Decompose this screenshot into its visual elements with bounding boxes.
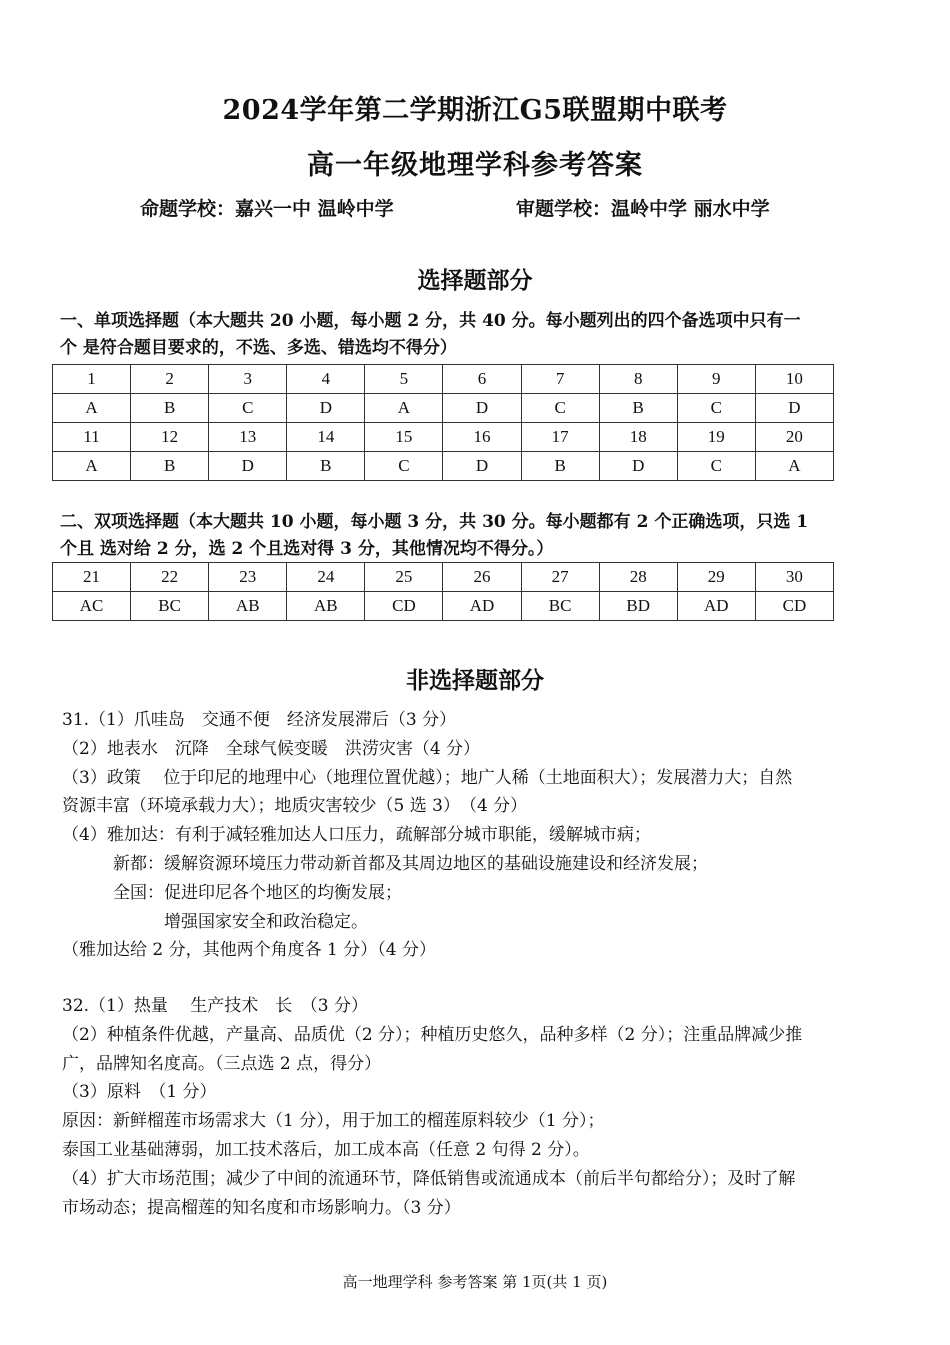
double-choice-answer-table [52,562,834,621]
answer-table-cell: 18 [599,423,677,452]
answer-table-row [53,563,834,592]
review-schools: 审题学校：温岭中学 丽水中学 [516,198,770,220]
author-schools: 命题学校：嘉兴一中 温岭中学 [140,198,394,220]
single-choice-intro-line: 个 是符合题目要求的，不选、多选、错选均不得分） [60,338,457,358]
answer-table-cell: C [677,452,755,481]
answer-table-cell: B [521,452,599,481]
answer-table-row [53,592,834,621]
answer-table-cell: 17 [521,423,599,452]
answer-table-cell: 2 [131,365,209,394]
exam-title: 2024学年第二学期浙江G5联盟期中联考 [222,95,728,126]
choice-section-heading: 选择题部分 [417,267,533,294]
answer-table-cell: C [209,394,287,423]
answer-table-cell: AB [209,592,287,621]
answer-line: 资源丰富（环境承载力大）；地质灾害较少（5 选 3） （4 分） [62,796,528,817]
answer-line: 新都：缓解资源环境压力带动新首都及其周边地区的基础设施建设和经济发展； [62,853,708,874]
answer-table-cell: 25 [365,563,443,592]
answer-table-cell: D [755,394,833,423]
answer-line: 原因：新鲜榴莲市场需求大（1 分），用于加工的榴莲原料较少（1 分）； [62,1111,605,1132]
single-choice-answer-table [52,364,834,481]
nonchoice-section-heading: 非选择题部分 [406,667,544,694]
answer-table-cell: 1 [53,365,131,394]
single-choice-intro [60,308,892,362]
answer-line: 31.（1）爪哇岛 交通不便 经济发展滞后（3 分） [62,710,457,730]
double-choice-intro-line: 个且 选对给 2 分，选 2 个且选对得 3 分，其他情况均不得分。） [60,539,554,559]
answer-table-cell: CD [365,592,443,621]
answer-table-cell: B [131,452,209,481]
double-choice-intro-line: 二、双项选择题（本大题共 10 小题，每小题 3 分，共 30 分。每小题都有 2 个正确选项，只选 1 [60,512,809,532]
answer-table-cell: 30 [755,563,833,592]
answer-table-cell: 11 [53,423,131,452]
answer-line: （3）原料 （1 分） [62,1082,217,1103]
answer-table-cell: B [287,452,365,481]
answer-table-cell: 24 [287,563,365,592]
answer-table-cell: CD [755,592,833,621]
answer-line: 泰国工业基础薄弱，加工技术落后，加工成本高（任意 2 句得 2 分）。 [62,1139,590,1160]
answer-line: 市场动态；提高榴莲的知名度和市场影响力。（3 分） [62,1197,461,1218]
answer-line: （雅加达给 2 分，其他两个角度各 1 分）（4 分） [62,940,436,961]
answer-table-cell: D [443,394,521,423]
answer-table-cell: D [443,452,521,481]
answer-table-cell: AC [53,592,131,621]
answer-line: 全国：促进印尼各个地区的均衡发展； [62,882,402,903]
answer-table-cell: 7 [521,365,599,394]
answer-table-cell: 23 [209,563,287,592]
answer-table-cell: A [365,394,443,423]
answer-table-cell: 9 [677,365,755,394]
answer-line: （4）雅加达：有利于减轻雅加达人口压力，疏解部分城市职能，缓解城市病； [62,825,651,846]
answer-table-cell: A [53,394,131,423]
page-footer: 高一地理学科 参考答案 第 1页(共 1 页) [342,1273,608,1291]
answer-table-cell: BC [521,592,599,621]
answer-table-row [53,394,834,423]
answer-table-cell: 14 [287,423,365,452]
answer-line: （2）地表水 沉降 全球气候变暖 洪涝灾害（4 分） [62,738,481,759]
answer-table-cell: 21 [53,563,131,592]
answer-table-cell: BC [131,592,209,621]
answer-line: 增强国家安全和政治稳定。 [62,911,368,932]
answer-table-cell: 10 [755,365,833,394]
answer-table-cell: 3 [209,365,287,394]
answer-table-cell: B [131,394,209,423]
answer-table-cell: D [599,452,677,481]
answer-table-cell: 20 [755,423,833,452]
answer-table-cell: AD [443,592,521,621]
answer-line: （4）扩大市场范围；减少了中间的流通环节，降低销售或流通成本（前后半句都给分）；及时了解 [62,1168,796,1189]
answer-table-cell: AB [287,592,365,621]
answer-table-cell: AD [677,592,755,621]
answer-line: （2）种植条件优越，产量高、品质优（2 分）；种植历史悠久，品种多样（2 分）；注重品牌减少推 [62,1024,803,1045]
answer-table-cell: A [755,452,833,481]
answer-table-cell: 26 [443,563,521,592]
answer-table-cell: 13 [209,423,287,452]
answer-table-cell: C [521,394,599,423]
answer-table-cell: 28 [599,563,677,592]
double-choice-intro [60,509,892,563]
answer-table-cell: C [365,452,443,481]
answer-table-cell: D [209,452,287,481]
answer-line: 32.（1）热量 生产技术 长 （3 分） [62,996,368,1016]
answer-table-cell: 22 [131,563,209,592]
answer-line: 广，品牌知名度高。（三点选 2 点，得分） [62,1053,382,1074]
subject-title: 高一年级地理学科参考答案 [307,150,643,181]
answer-table-cell: 12 [131,423,209,452]
answer-table-cell: 4 [287,365,365,394]
answer-table-cell: 15 [365,423,443,452]
single-choice-intro-line: 一、单项选择题（本大题共 20 小题，每小题 2 分，共 40 分。每小题列出的四个备选项中只有一 [60,311,801,331]
answer-table-cell: B [599,394,677,423]
answer-table-row [53,423,834,452]
answer-table-cell: 5 [365,365,443,394]
answer-table-cell: BD [599,592,677,621]
answer-table-cell: 27 [521,563,599,592]
answer-table-cell: D [287,394,365,423]
question-31-answer [62,706,892,965]
answer-line: （3）政策 位于印尼的地理中心（地理位置优越）；地广人稀（土地面积大）；发展潜力大；自然 [62,767,793,788]
answer-table-cell: 29 [677,563,755,592]
answer-table-cell: C [677,394,755,423]
answer-table-cell: 19 [677,423,755,452]
answer-table-cell: 16 [443,423,521,452]
answer-table-row [53,452,834,481]
answer-table-row [53,365,834,394]
answer-table-cell: A [53,452,131,481]
answer-table-cell: 8 [599,365,677,394]
question-32-answer [62,992,892,1222]
answer-table-cell: 6 [443,365,521,394]
